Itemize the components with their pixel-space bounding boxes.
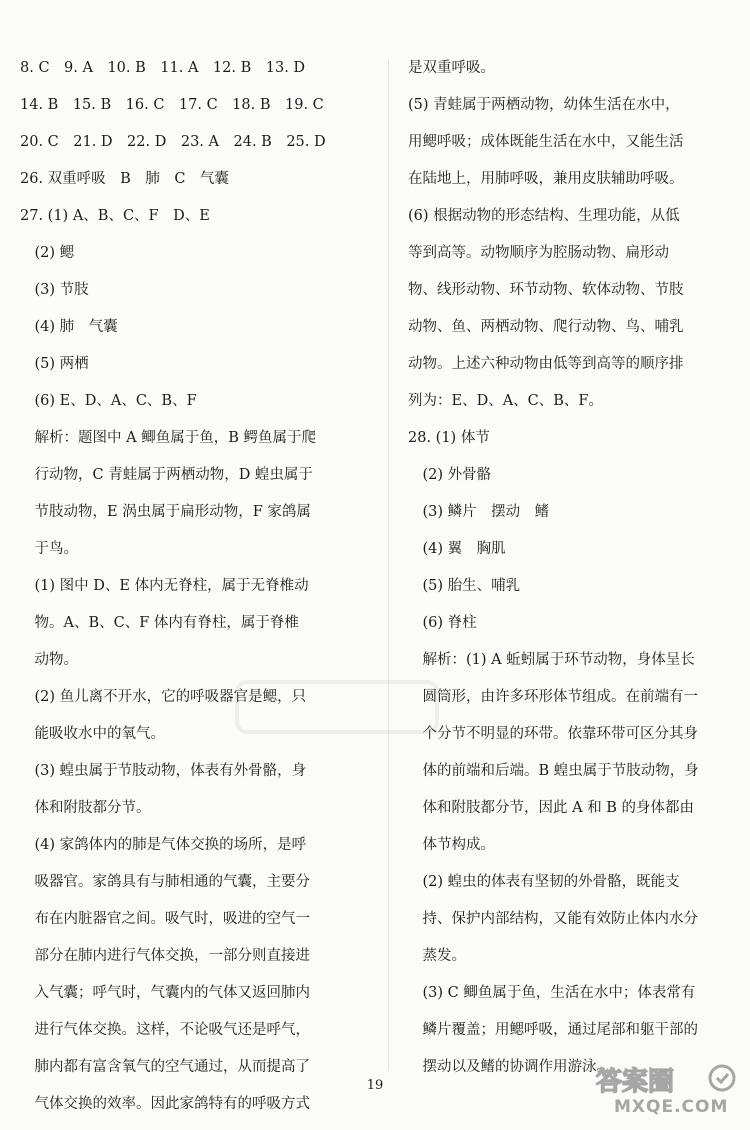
- right-column-line: (5) 青蛙属于两栖动物，幼体生活在水中，: [408, 97, 680, 113]
- right-column-line: 持、保护内部结构，又能有效防止体内水分: [408, 911, 698, 927]
- left-column-line: 于鸟。: [20, 541, 78, 557]
- right-column-line: 个分节不明显的环带。依靠环带可区分其身: [408, 726, 698, 742]
- left-column-line: (3) 蝗虫属于节肢动物，体表有外骨骼，身: [20, 763, 307, 779]
- left-column-line: 26. 双重呼吸 B 肺 C 气囊: [20, 171, 229, 187]
- right-column-line: 摆动以及鳍的协调作用游泳。: [408, 1059, 611, 1075]
- right-column-line: 28. (1) 体节: [408, 430, 490, 446]
- right-column-line: 列为：E、D、A、C、B、F。: [408, 393, 603, 409]
- left-column-line: (2) 鱼儿离不开水，它的呼吸器官是鳃，只: [20, 689, 307, 705]
- right-column-line: 物、线形动物、环节动物、软体动物、节肢: [408, 282, 684, 298]
- left-column-line: (2) 鳃: [20, 245, 75, 261]
- right-column-line: 等到高等。动物顺序为腔肠动物、扁形动: [408, 245, 669, 261]
- right-column-line: 体的前端和后端。B 蝗虫属于节肢动物，身: [408, 763, 699, 779]
- right-column-line: (5) 胎生、哺乳: [408, 578, 521, 594]
- left-column-line: (4) 家鸽体内的肺是气体交换的场所，是呼: [20, 837, 307, 853]
- right-column-line: 体节构成。: [408, 837, 495, 853]
- right-column-line: 动物。上述六种动物由低等到高等的顺序排: [408, 356, 684, 372]
- left-column-line: (3) 节肢: [20, 282, 89, 298]
- column-divider: [388, 60, 389, 1070]
- left-column-line: 8. C 9. A 10. B 11. A 12. B 13. D: [20, 60, 306, 76]
- right-column-line: 是双重呼吸。: [408, 60, 495, 76]
- right-column-line: (2) 蝗虫的体表有坚韧的外骨骼，既能支: [408, 874, 680, 890]
- left-column-line: 能吸收水中的氧气。: [20, 726, 165, 742]
- left-column-line: 布在内脏器官之间。吸气时，吸进的空气一: [20, 911, 310, 927]
- left-column-line: 肺内都有富含氧气的空气通过，从而提高了: [20, 1059, 310, 1075]
- right-column-line: 在陆地上，用肺呼吸，兼用皮肤辅助呼吸。: [408, 171, 684, 187]
- left-column-line: 节肢动物，E 涡虫属于扁形动物，F 家鸽属: [20, 504, 311, 520]
- faint-center-watermark: [232, 672, 442, 742]
- right-column-line: (2) 外骨骼: [408, 467, 492, 483]
- left-column-line: 体和附肢都分节。: [20, 800, 151, 816]
- left-column-line: 20. C 21. D 22. D 23. A 24. B 25. D: [20, 134, 326, 150]
- left-column-line: 行动物，C 青蛙属于两栖动物，D 蝗虫属于: [20, 467, 313, 483]
- right-column-line: (3) 鳞片 摆动 鳍: [408, 504, 550, 520]
- right-column-line: 解析：(1) A 蚯蚓属于环节动物，身体呈长: [408, 652, 695, 668]
- page-number: 19: [366, 1078, 384, 1093]
- left-column-line: (6) E、D、A、C、B、F: [20, 393, 197, 409]
- right-column-line: 体和附肢都分节，因此 A 和 B 的身体都由: [408, 800, 695, 816]
- left-column-line: 入气囊；呼气时，气囊内的气体又返回肺内: [20, 985, 310, 1001]
- watermark-top-text: 答案圈: [596, 1067, 675, 1097]
- left-column-line: (4) 肺 气囊: [20, 319, 118, 335]
- watermark-logo: [592, 1062, 742, 1116]
- left-column-line: 部分在肺内进行气体交换，一部分则直接进: [20, 948, 310, 964]
- left-column-line: 物。A、B、C、F 体内有脊柱，属于脊椎: [20, 615, 299, 631]
- left-column-line: 气体交换的效率。因此家鸽特有的呼吸方式: [20, 1096, 310, 1112]
- left-column-line: 14. B 15. B 16. C 17. C 18. B 19. C: [20, 97, 324, 113]
- right-column-line: 动物、鱼、两栖动物、爬行动物、鸟、哺乳: [408, 319, 684, 335]
- right-column-line: 圆筒形，由许多环形体节组成。在前端有一: [408, 689, 698, 705]
- left-column-line: (5) 两栖: [20, 356, 89, 372]
- left-column-line: 27. (1) A、B、C、F D、E: [20, 208, 210, 224]
- left-column-line: (1) 图中 D、E 体内无脊柱，属于无脊椎动: [20, 578, 309, 594]
- right-column-line: 鳞片覆盖；用鳃呼吸，通过尾部和躯干部的: [408, 1022, 698, 1038]
- right-column-line: 用鳃呼吸；成体既能生活在水中，又能生活: [408, 134, 684, 150]
- left-column-line: 动物。: [20, 652, 78, 668]
- right-column-line: (4) 翼 胸肌: [408, 541, 506, 557]
- right-column: [408, 57, 726, 1093]
- left-column-line: 进行气体交换。这样，不论吸气还是呼气，: [20, 1022, 310, 1038]
- left-column-line: 吸器官。家鸽具有与肺相通的气囊，主要分: [20, 874, 310, 890]
- watermark-bottom-text: MXQE.COM: [614, 1097, 729, 1116]
- right-column-line: (6) 脊柱: [408, 615, 477, 631]
- right-column-line: 蒸发。: [408, 948, 466, 964]
- right-column-line: (6) 根据动物的形态结构、生理功能，从低: [408, 208, 680, 224]
- right-column-line: (3) C 鲫鱼属于鱼，生活在水中；体表常有: [408, 985, 696, 1001]
- left-column: [20, 57, 372, 1130]
- left-column-line: 解析：题图中 A 鲫鱼属于鱼，B 鳄鱼属于爬: [20, 430, 316, 446]
